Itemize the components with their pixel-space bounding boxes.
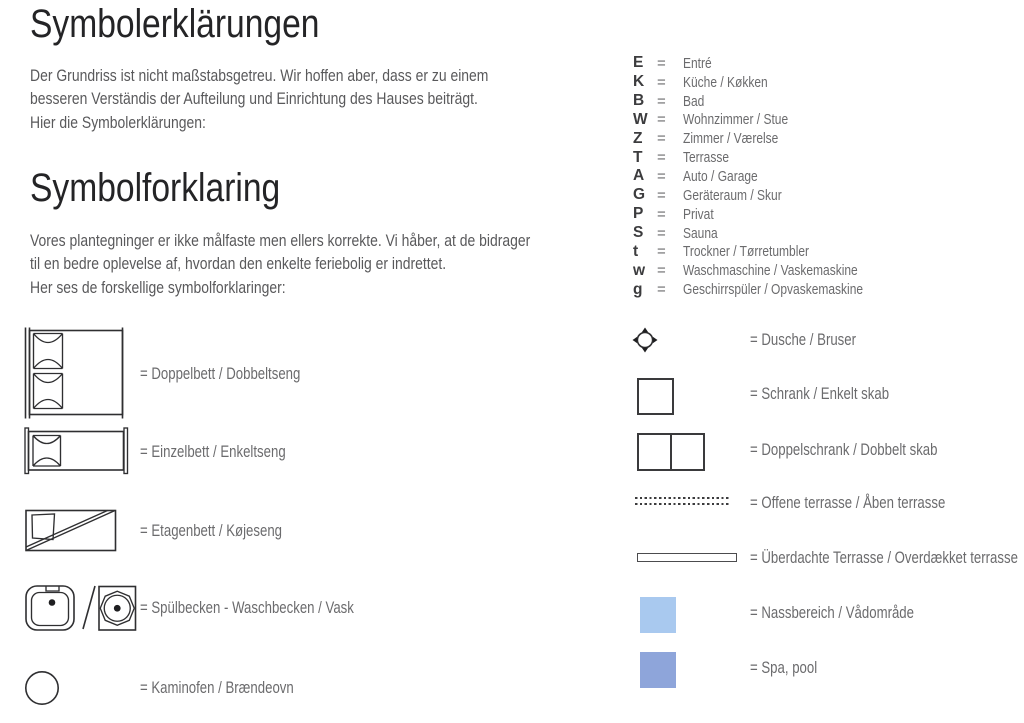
page-title-danish: Symbolforklaring — [30, 166, 281, 210]
shower-icon — [630, 325, 660, 355]
intro-danish-line: Her ses de forskellige symbolforklaringer: — [30, 277, 286, 297]
legend-letter: E — [633, 54, 644, 72]
legend-label-spa-pool: = Spa, pool — [750, 659, 818, 677]
equals-sign: = — [657, 224, 666, 242]
intro-german-line: Der Grundriss ist nicht maßstabsgetreu. Wir hoffen aber, dass er zu einem — [30, 66, 489, 85]
legend-room-label: Wohnzimmer / Stue — [683, 111, 789, 129]
equals-sign: = — [657, 262, 666, 280]
equals-sign: = — [657, 54, 666, 72]
sink-washbasin-icon — [25, 584, 137, 632]
equals-sign: = — [657, 130, 666, 148]
legend-room-label: Trockner / Tørretumbler — [683, 243, 810, 261]
equals-sign: = — [657, 167, 666, 185]
wood-stove-icon — [24, 670, 60, 706]
legend-letter: g — [633, 280, 643, 298]
equals-sign: = — [657, 92, 666, 110]
legend-room-label: Sauna — [683, 224, 718, 242]
intro-danish — [30, 229, 640, 299]
legend-label-single-bed: = Einzelbett / Enkeltseng — [140, 443, 286, 461]
equals-sign: = — [657, 243, 666, 261]
legend-room-label: Geräteraum / Skur — [683, 186, 782, 204]
legend-room-label: Zimmer / Værelse — [683, 130, 779, 148]
legend-letter: G — [633, 186, 646, 204]
letter-legend-row — [633, 224, 908, 243]
legend-room-label: Geschirrspüler / Opvaskemaskine — [683, 281, 864, 299]
bunk-bed-icon — [25, 508, 117, 554]
letter-legend-row — [633, 167, 908, 186]
legend-label-covered-terrace: = Überdachte Terrasse / Overdækket terrasse — [750, 549, 1018, 567]
legend-letter: S — [633, 224, 644, 242]
letter-legend-row — [633, 261, 908, 280]
equals-sign: = — [657, 186, 666, 204]
legend-room-label: Entré — [683, 54, 712, 72]
intro-danish-line: til en bedre oplevelse af, hvordan den enkelte feriebolig er indrettet. — [30, 254, 447, 274]
legend-letter: t — [633, 242, 639, 260]
letter-legend-row — [633, 280, 908, 299]
legend-label-double-wardrobe: = Doppelschrank / Dobbelt skab — [750, 441, 938, 459]
equals-sign: = — [657, 281, 666, 299]
letter-legend-row — [633, 205, 908, 224]
legend-room-label: Waschmaschine / Vaskemaskine — [683, 262, 858, 280]
legend-room-label: Auto / Garage — [683, 167, 758, 185]
single-wardrobe-icon — [637, 378, 674, 415]
equals-sign: = — [657, 149, 666, 167]
wet-area-icon — [640, 597, 676, 633]
legend-room-label: Bad — [683, 92, 705, 110]
legend-label-sink: = Spülbecken - Waschbecken / Vask — [140, 599, 354, 617]
double-bed-icon — [24, 327, 128, 419]
letter-legend-row — [633, 54, 908, 73]
dotted-line — [635, 503, 730, 505]
covered-terrace-icon — [637, 553, 737, 562]
intro-german-line: besseren Verständis der Aufteilung und Einrichtung des Hauses beiträgt. — [30, 89, 478, 109]
legend-label-wet-area: = Nassbereich / Vådområde — [750, 604, 914, 622]
letter-legend-row — [633, 186, 908, 205]
legend-room-label: Küche / Køkken — [683, 73, 768, 91]
wardrobe-divider — [670, 435, 672, 469]
legend-label-shower: = Dusche / Bruser — [750, 331, 857, 349]
legend-letter: T — [633, 148, 643, 166]
spa-pool-icon — [640, 652, 676, 688]
legend-room-label: Terrasse — [683, 149, 730, 167]
legend-label-single-wardrobe: = Schrank / Enkelt skab — [750, 385, 890, 403]
letter-legend — [633, 54, 908, 299]
intro-danish-line: Vores plantegninger er ikke målfaste men ellers korrekte. Vi håber, at de bidrager — [30, 231, 531, 250]
letter-legend-row — [633, 148, 908, 167]
equals-sign: = — [657, 205, 666, 223]
legend-label-wood-stove: = Kaminofen / Brændeovn — [140, 679, 294, 697]
single-bed-icon — [24, 427, 132, 475]
intro-german — [30, 64, 589, 134]
equals-sign: = — [657, 73, 666, 91]
double-wardrobe-icon — [637, 433, 705, 471]
legend-label-double-bed: = Doppelbett / Dobbeltseng — [140, 365, 301, 383]
dotted-line — [635, 497, 730, 499]
letter-legend-row — [633, 92, 908, 111]
letter-legend-row — [633, 73, 908, 92]
legend-room-label: Privat — [683, 205, 714, 223]
legend-label-bunk-bed: = Etagenbett / Køjeseng — [140, 522, 282, 540]
letter-legend-row — [633, 242, 908, 261]
open-terrace-icon — [635, 497, 730, 507]
legend-letter: W — [633, 110, 648, 128]
equals-sign: = — [657, 111, 666, 129]
intro-german-line: Hier die Symbolerklärungen: — [30, 112, 206, 132]
legend-letter: A — [633, 167, 645, 185]
letter-legend-row — [633, 111, 908, 130]
legend-label-open-terrace: = Offene terrasse / Åben terrasse — [750, 494, 946, 512]
legend-letter: P — [633, 205, 644, 223]
legend-letter: K — [633, 73, 645, 91]
legend-letter: B — [633, 92, 645, 110]
legend-letter: w — [633, 261, 646, 279]
legend-letter: Z — [633, 129, 643, 147]
page-title-german: Symbolerklärungen — [30, 2, 320, 46]
letter-legend-row — [633, 129, 908, 148]
